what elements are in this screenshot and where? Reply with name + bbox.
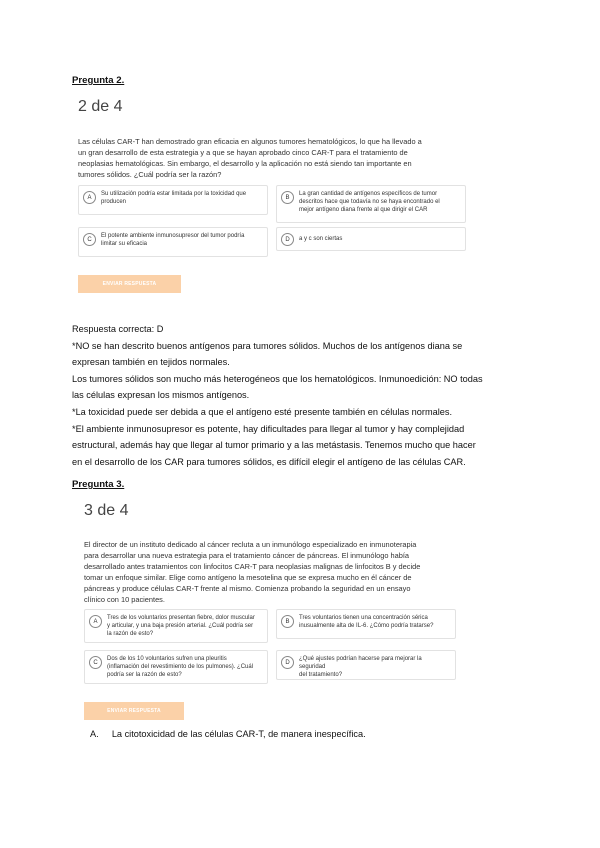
- answer-option-b[interactable]: [276, 609, 456, 639]
- answer-option-a[interactable]: [78, 185, 268, 215]
- question-line: El director de un instituto dedicado al cáncer recluta a un inmunólogo especializado en inmunoterapia: [84, 540, 417, 549]
- option-line: inusualmente alta de IL-6. ¿Cómo podría tratarse?: [299, 623, 434, 629]
- option-line: y articular, y una baja presión arterial. ¿Cuál podría ser: [107, 623, 254, 629]
- question-line: neoplasias hematológicas. Sin embargo, el desarrollo y la aplicación no está siendo tan importante en: [78, 159, 412, 168]
- answer-line: expresan también en tejidos normales.: [72, 357, 230, 368]
- option-line: El potente ambiente inmunosupresor del tumor podría: [101, 233, 245, 239]
- answer-option-b[interactable]: [276, 185, 466, 223]
- option-line: Su utilización podría estar limitada por la toxicidad que: [101, 191, 247, 197]
- option-line: del tratamiento?: [299, 672, 343, 678]
- question-line: un gran desarrollo de esta estrategia y a que se hayan aprobado cinco CAR-T para el tratamiento de: [78, 148, 408, 157]
- option-text: [299, 190, 459, 214]
- question-3-text: [84, 539, 420, 605]
- option-letter-badge: B: [281, 615, 294, 628]
- question-2-text: [78, 136, 422, 180]
- answer-list-item: [90, 726, 366, 743]
- option-text: [107, 655, 261, 679]
- question-line: desarrollado antes tratamientos con linfocitos CAR-T para neoplasias malignas de linfocitos B y decide: [84, 562, 421, 571]
- answer-explanation: [72, 321, 483, 470]
- option-text: [299, 655, 449, 679]
- option-line: ¿Qué ajustes podrían hacerse para mejorar la seguridad: [299, 656, 422, 670]
- option-text: [107, 614, 261, 638]
- option-letter-badge: A: [89, 615, 102, 628]
- submit-answer-button[interactable]: ENVIAR RESPUESTA: [78, 275, 181, 293]
- question-2-heading: Pregunta 2.: [72, 75, 125, 86]
- answer-line: las células expresan los mismos antígenos.: [72, 390, 250, 401]
- option-text: [101, 190, 261, 206]
- question-line: Las células CAR-T han demostrado gran eficacia en algunos tumores hematológicos, lo que ha llevado a: [78, 137, 422, 146]
- option-line: Tres voluntarios tienen una concentración sérica: [299, 615, 428, 621]
- option-letter-badge: D: [281, 656, 294, 669]
- option-line: limitar su eficacia: [101, 241, 148, 247]
- option-line: La gran cantidad de antígenos específicos de tumor: [299, 191, 438, 197]
- answer-line: *La toxicidad puede ser debida a que el antígeno esté presente también en células normales.: [72, 406, 453, 417]
- question-line: tumores sólidos. ¿Cuál podría ser la razón?: [78, 170, 222, 179]
- option-text: [299, 235, 459, 243]
- answer-text: La citotoxicidad de las células CAR-T, de manera inespecífica.: [111, 729, 366, 739]
- answer-option-d[interactable]: [276, 650, 456, 680]
- option-letter-badge: D: [281, 233, 294, 246]
- answer-line: *El ambiente inmunosupresor es potente, hay dificultades para llegar al tumor y hay complejidad: [72, 423, 465, 434]
- option-line: podría ser la razón de esto?: [107, 672, 182, 678]
- option-line: a y c son ciertas: [299, 236, 343, 242]
- answer-option-c[interactable]: [84, 650, 268, 684]
- option-line: la razón de esto?: [107, 631, 154, 637]
- option-line: producen: [101, 199, 127, 205]
- answer-line: en el desarrollo de los CAR para tumores sólidos, es difícil elegir el antígeno de las células CAR.: [72, 456, 466, 467]
- question-line: páncreas y produce células CAR-T frente al mismo. Comienza probando la seguridad en un ensayo: [84, 584, 411, 593]
- option-line: Dos de los 10 voluntarios sufren una pleuritis: [107, 656, 227, 662]
- question-line: tomar un enfoque similar. Elige como antígeno la mesotelina que se expresa mucho en él cáncer de: [84, 573, 412, 582]
- answer-line: Los tumores sólidos son mucho más heterogéneos que los hematológicos. Inmunoedición: NO todas: [72, 373, 483, 384]
- option-line: mejor antígeno diana frente al que dirigir el CAR: [299, 207, 428, 213]
- option-letter-badge: B: [281, 191, 294, 204]
- answer-option-a[interactable]: [84, 609, 268, 643]
- option-text: [299, 614, 449, 630]
- option-letter-badge: A: [83, 191, 96, 204]
- option-line: Tres de los voluntarios presentan fiebre, dolor muscular: [107, 615, 255, 621]
- answer-option-c[interactable]: [78, 227, 268, 257]
- option-letter-badge: C: [83, 233, 96, 246]
- question-3-heading: Pregunta 3.: [72, 479, 125, 490]
- option-line: descritos hace que todavía no se haya encontrado el: [299, 199, 440, 205]
- question-counter: 3 de 4: [84, 502, 129, 519]
- question-line: para desarrollar una nueva estrategia para el tratamiento cáncer de páncreas. El inmunólogo había: [84, 551, 409, 560]
- list-marker: A.: [90, 729, 99, 739]
- option-letter-badge: C: [89, 656, 102, 669]
- answer-option-d[interactable]: [276, 227, 466, 251]
- answer-line: Respuesta correcta: D: [72, 324, 164, 334]
- question-line: clínico con 10 pacientes.: [84, 595, 165, 604]
- answer-line: estructural, además hay que llegar al tumor primario y a las metástasis. Tenemos mucho que hacer: [72, 440, 476, 451]
- option-line: (inflamación del revestimiento de los pulmones). ¿Cuál: [107, 664, 254, 670]
- question-counter: 2 de 4: [78, 98, 123, 115]
- submit-answer-button[interactable]: ENVIAR RESPUESTA: [84, 702, 184, 720]
- option-text: [101, 232, 261, 248]
- answer-line: *NO se han descrito buenos antígenos para tumores sólidos. Muchos de los antígenos diana se: [72, 340, 463, 351]
